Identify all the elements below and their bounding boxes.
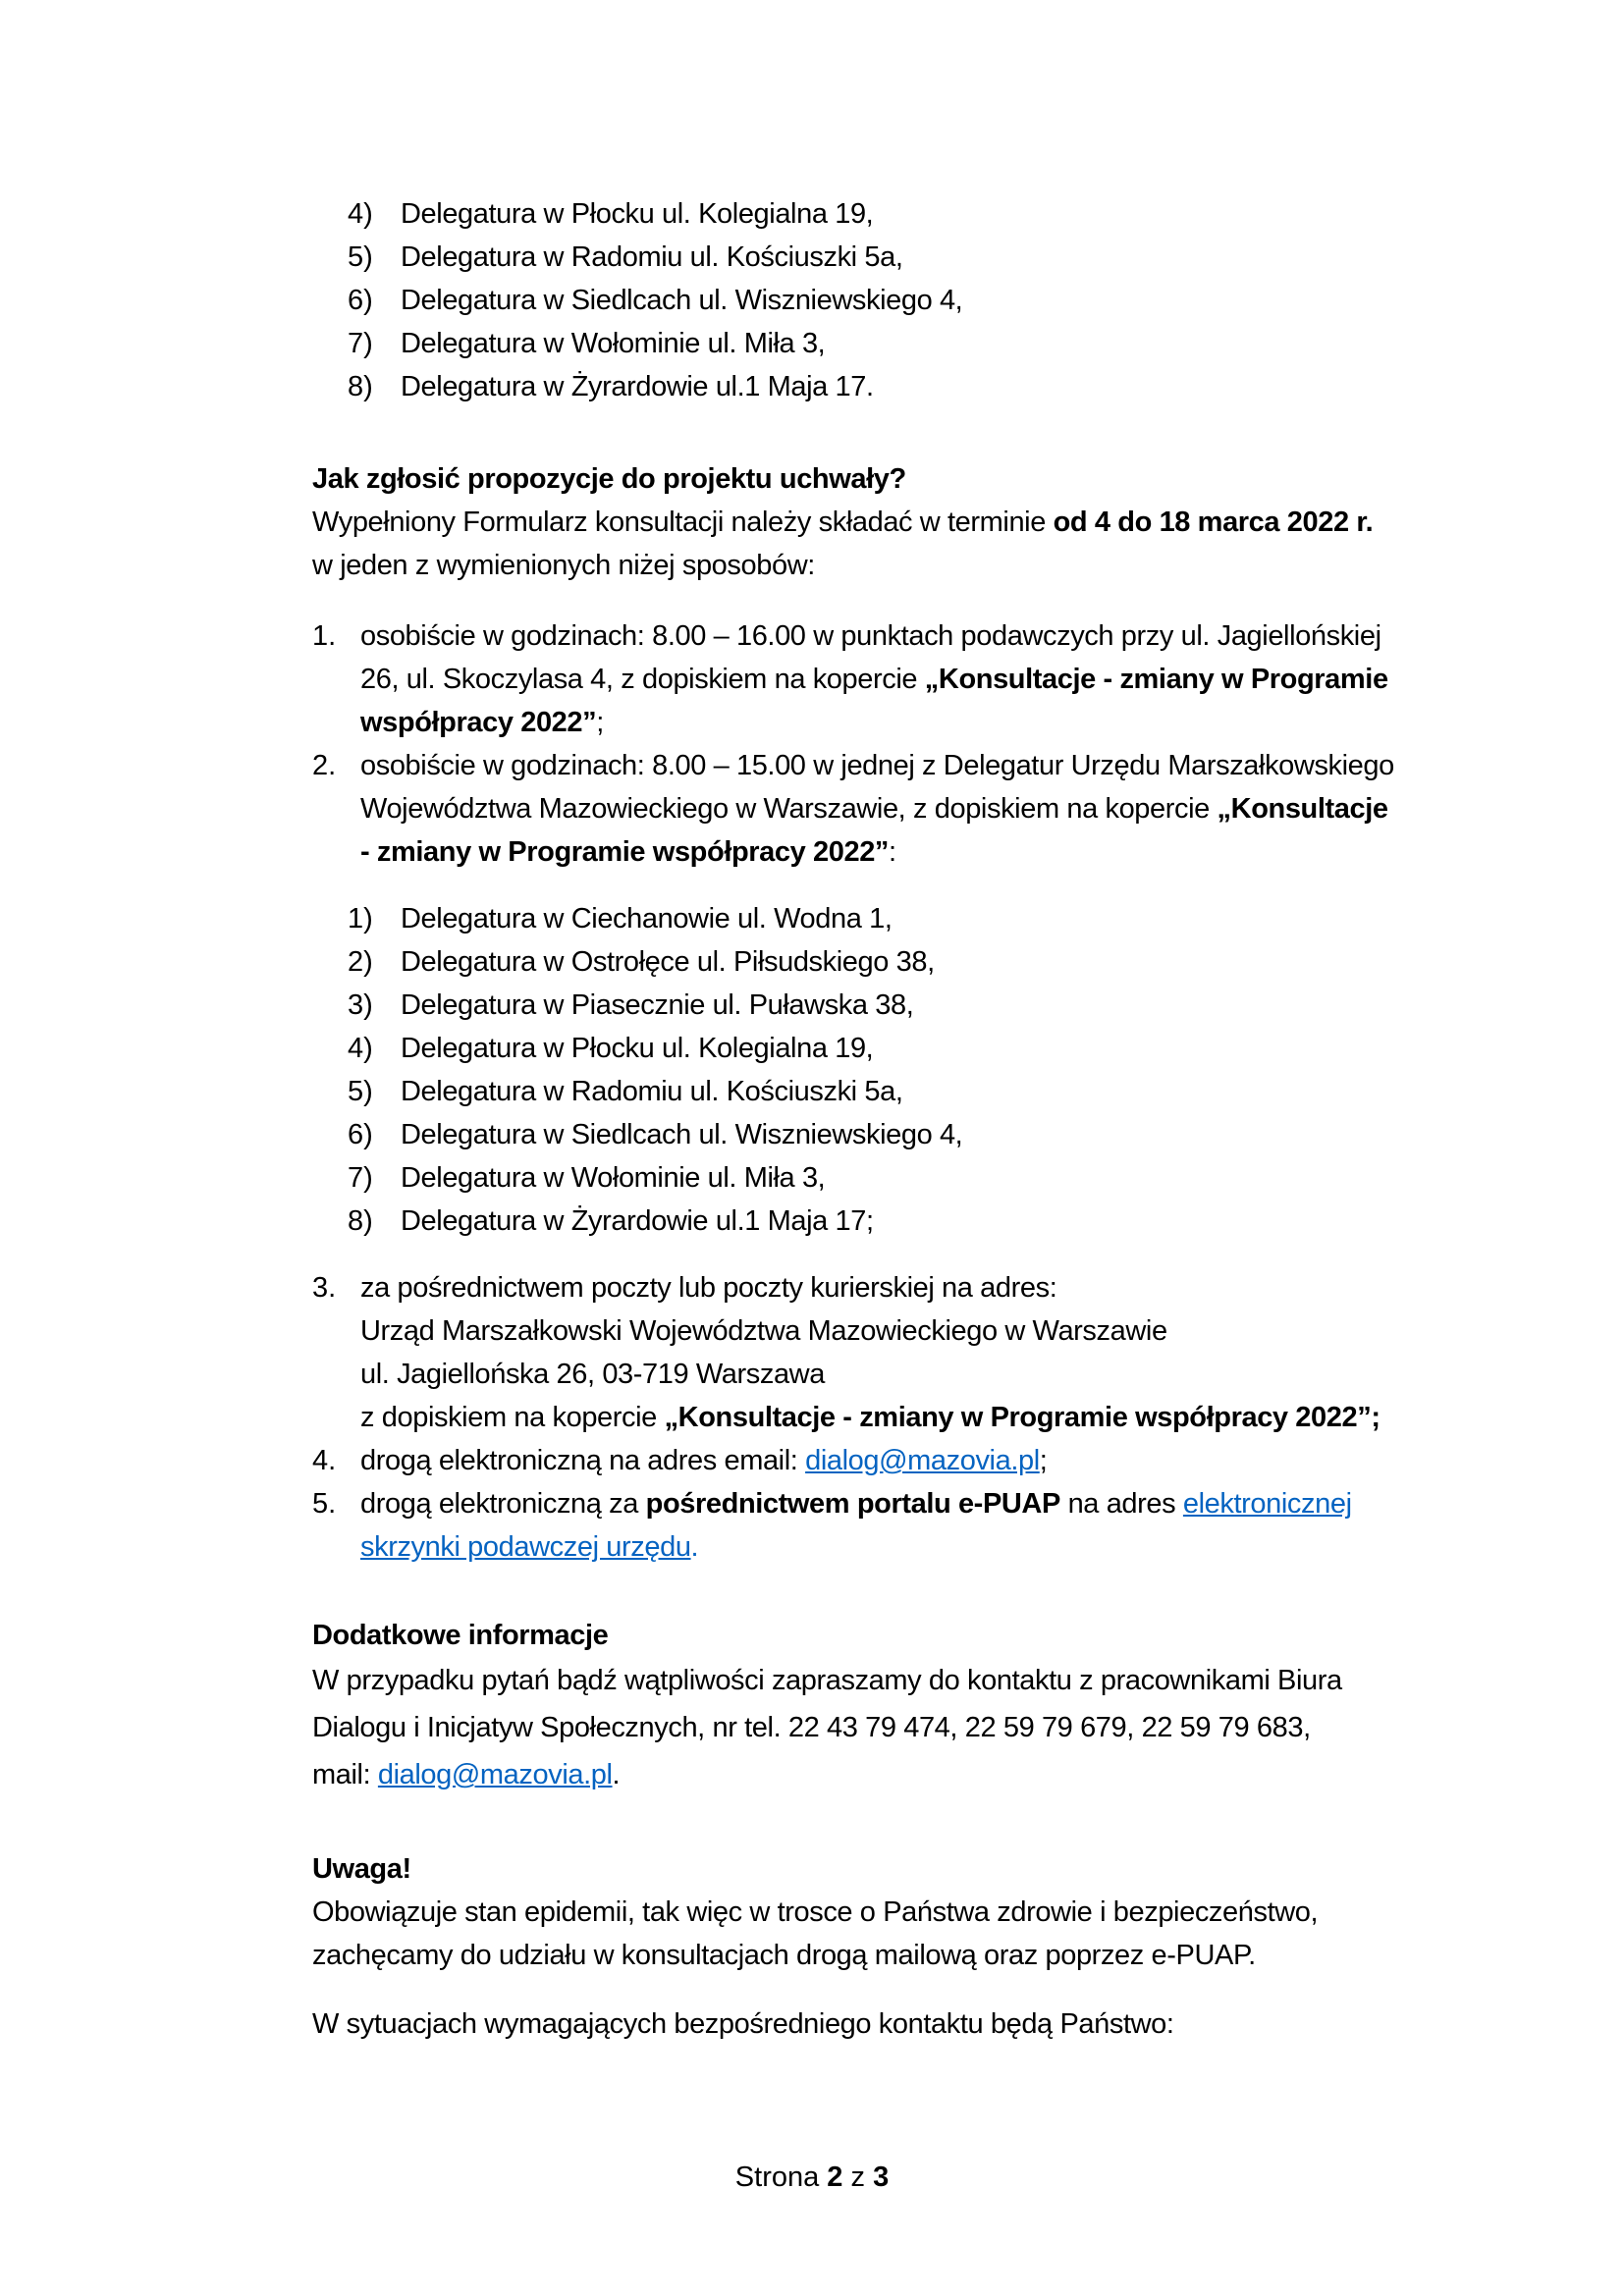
- email-link[interactable]: dialog@mazovia.pl: [805, 1445, 1040, 1476]
- section-heading-warning: Uwaga!: [312, 1853, 411, 1885]
- envelope-note: - zmiany w Programie współpracy 2022”: [360, 836, 890, 868]
- list-number: 8): [348, 371, 373, 402]
- text: 26, ul. Skoczylasa 4, z dopiskiem na kopercie: [360, 664, 925, 695]
- list-item: Delegatura w Siedlcach ul. Wiszniewskiego 4,: [401, 285, 963, 316]
- method-5-line2: [360, 1525, 698, 1569]
- additional-info-line1: W przypadku pytań bądź wątpliwości zapraszamy do kontaktu z pracownikami Biura: [312, 1665, 1342, 1696]
- text: drogą elektroniczną na adres email:: [360, 1445, 806, 1476]
- method-3-line4: [360, 1396, 1380, 1439]
- list-number: 6): [348, 285, 373, 316]
- text: mail:: [312, 1759, 378, 1790]
- envelope-note: współpracy 2022”: [360, 707, 597, 738]
- warning-line1: Obowiązuje stan epidemii, tak więc w trosce o Państwa zdrowie i bezpieczeństwo,: [312, 1896, 1319, 1928]
- text: .: [690, 1531, 699, 1563]
- text: drogą elektroniczną za: [360, 1488, 646, 1520]
- method-1-line2: [360, 658, 1388, 701]
- list-item: Delegatura w Żyrardowie ul.1 Maja 17.: [401, 371, 874, 402]
- method-5-line1: [360, 1482, 1352, 1525]
- list-item: Delegatura w Żyrardowie ul.1 Maja 17;: [401, 1205, 874, 1237]
- intro-text: Wypełniony Formularz konsultacji należy składać w terminie: [312, 507, 1054, 538]
- list-number: 6): [348, 1119, 373, 1150]
- deadline-dates: od 4 do 18 marca 2022 r.: [1053, 507, 1374, 538]
- list-item: Delegatura w Wołominie ul. Miła 3,: [401, 328, 826, 359]
- list-item: Delegatura w Radomiu ul. Kościuszki 5a,: [401, 241, 903, 273]
- envelope-note: „Konsultacje - zmiany w Programie: [924, 664, 1388, 695]
- method-2-line1: osobiście w godzinach: 8.00 – 15.00 w jednej z Delegatur Urzędu Marszałkowskiego: [360, 750, 1394, 781]
- list-number: 5): [348, 241, 373, 273]
- method-2-line3: [360, 830, 896, 874]
- page-number-footer: [0, 2156, 1624, 2199]
- list-number: 5): [348, 1076, 373, 1107]
- list-number: 2): [348, 946, 373, 978]
- list-number: 3.: [312, 1272, 337, 1304]
- list-item: Delegatura w Siedlcach ul. Wiszniewskiego 4,: [401, 1119, 963, 1150]
- envelope-note: „Konsultacje: [1217, 793, 1388, 825]
- list-number: 7): [348, 328, 373, 359]
- list-number: 7): [348, 1162, 373, 1194]
- current-page: 2: [827, 2162, 843, 2193]
- postal-address-street: ul. Jagiellońska 26, 03-719 Warszawa: [360, 1359, 825, 1390]
- list-number: 4): [348, 198, 373, 230]
- page-label: Strona: [734, 2162, 828, 2193]
- method-2-line2: [360, 787, 1388, 830]
- list-item: Delegatura w Płocku ul. Kolegialna 19,: [401, 198, 874, 230]
- text: .: [612, 1759, 621, 1790]
- list-item: Delegatura w Ciechanowie ul. Wodna 1,: [401, 903, 893, 934]
- list-number: 4.: [312, 1445, 337, 1476]
- list-item: Delegatura w Płocku ul. Kolegialna 19,: [401, 1033, 874, 1064]
- epuap-inbox-link-cont[interactable]: skrzynki podawczej urzędu: [360, 1531, 691, 1563]
- additional-info-line2: Dialogu i Inicjatyw Społecznych, nr tel. 22 43 79 474, 22 59 79 679, 22 59 79 683,: [312, 1712, 1311, 1743]
- total-pages: 3: [873, 2162, 890, 2193]
- additional-info-line3: [312, 1753, 620, 1796]
- list-item: Delegatura w Wołominie ul. Miła 3,: [401, 1162, 826, 1194]
- contact-email-link[interactable]: dialog@mazovia.pl: [377, 1759, 613, 1790]
- envelope-note: „Konsultacje - zmiany w Programie współpracy 2022”;: [664, 1402, 1380, 1433]
- list-number: 1): [348, 903, 373, 934]
- intro-paragraph-cont: w jeden z wymienionych niżej sposobów:: [312, 550, 815, 581]
- text: ;: [596, 707, 604, 738]
- list-item: Delegatura w Ostrołęce ul. Piłsudskiego 38,: [401, 946, 935, 978]
- method-3-line1: za pośrednictwem poczty lub poczty kurierskiej na adres:: [360, 1272, 1057, 1304]
- epuap-inbox-link[interactable]: elektronicznej: [1182, 1488, 1352, 1520]
- text: ;: [1039, 1445, 1048, 1476]
- text: :: [889, 836, 896, 868]
- list-item: Delegatura w Piasecznie ul. Puławska 38,: [401, 989, 914, 1021]
- text: na adres: [1059, 1488, 1183, 1520]
- postal-address-office: Urząd Marszałkowski Województwa Mazowieckiego w Warszawie: [360, 1315, 1167, 1347]
- list-number: 8): [348, 1205, 373, 1237]
- list-number: 4): [348, 1033, 373, 1064]
- method-4: [360, 1439, 1047, 1482]
- list-item: Delegatura w Radomiu ul. Kościuszki 5a,: [401, 1076, 903, 1107]
- list-number: 2.: [312, 750, 337, 781]
- list-number: 1.: [312, 620, 337, 652]
- epuap-portal: pośrednictwem portalu e-PUAP: [645, 1488, 1060, 1520]
- intro-paragraph: [312, 501, 1373, 544]
- page-separator: z: [842, 2162, 874, 2193]
- text: Województwa Mazowieckiego w Warszawie, z dopiskiem na kopercie: [360, 793, 1218, 825]
- text: z dopiskiem na kopercie: [360, 1402, 665, 1433]
- warning-line3: W sytuacjach wymagających bezpośredniego kontaktu będą Państwo:: [312, 2008, 1174, 2040]
- section-heading-how-to-submit: Jak zgłosić propozycje do projektu uchwały?: [312, 463, 906, 495]
- warning-line2: zachęcamy do udziału w konsultacjach drogą mailową oraz poprzez e-PUAP.: [312, 1940, 1256, 1971]
- list-number: 5.: [312, 1488, 337, 1520]
- list-number: 3): [348, 989, 373, 1021]
- method-1-line3: [360, 701, 604, 744]
- section-heading-additional-info: Dodatkowe informacje: [312, 1620, 609, 1651]
- method-1-line1: osobiście w godzinach: 8.00 – 16.00 w punktach podawczych przy ul. Jagiellońskiej: [360, 620, 1381, 652]
